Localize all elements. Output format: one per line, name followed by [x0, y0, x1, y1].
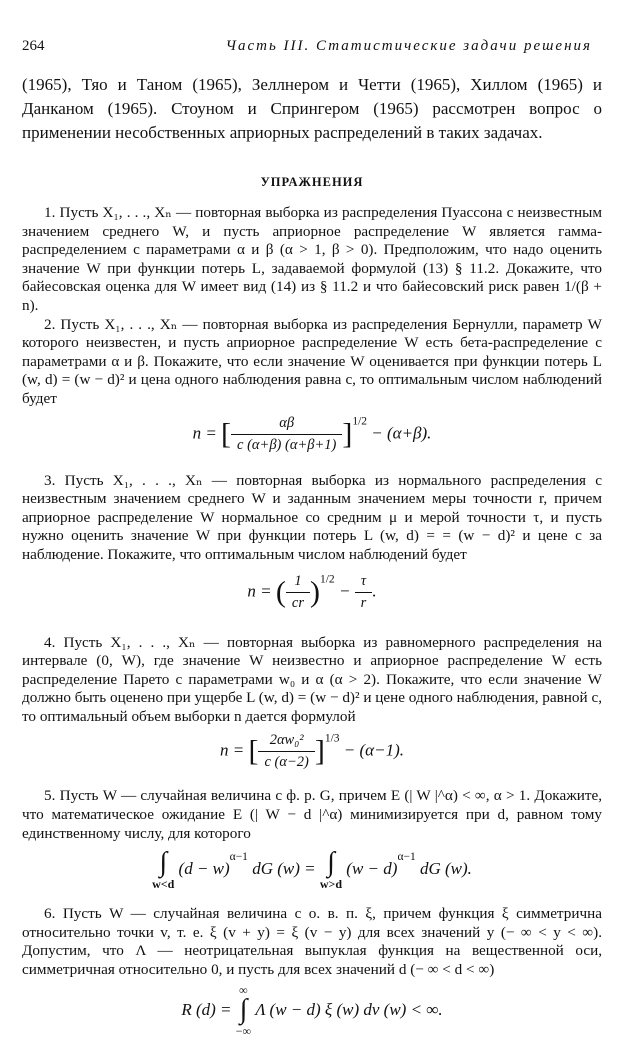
- formula-lhs: n =: [192, 422, 217, 442]
- right-paren: ): [309, 575, 320, 608]
- formula-exercise-6: [22, 984, 602, 1038]
- power-left: α−1: [229, 851, 248, 864]
- upper-limit: ∞: [239, 982, 248, 997]
- left-paren: (: [275, 575, 286, 608]
- exercise-2: 2. Пусть X₁, . . ., Xₙ — повторная выборка из распределения Бернулли, параметр W которого неизвестен, и пусть априорное распределение W есть бета-распределение с параметрами α и β. Покажите, что если значение W оценивается при функции потерь L (w, d) = (w − d)² и цена одного наблюдения равна c, то оптимальным числом наблюдений будет: [22, 315, 602, 407]
- running-title: Часть III. Статистические задачи решения: [225, 38, 592, 54]
- minus-sign: −: [338, 580, 351, 600]
- exercise-3: 3. Пусть X₁, . . ., Xₙ — повторная выборка из нормального распределения с неизвестным значением среднего W и заданным значением меры точности r, причем априорное распределение W нормальное со средним μ и мерой точности τ, и пусть нужно оценить значение W при функции потерь L (w, d) = = (w − d)² и цене c за наблюдение. Покажите, что оптимальным числом наблюдений будет: [22, 471, 602, 563]
- intro-paragraph: (1965), Тяо и Таном (1965), Зеллнером и Четти (1965), Хиллом (1965) и Данканом (1965). Стоуном и Спрингером (1965) рассмотрен вопрос о применении несобственных априорных распределений в таких задачах.: [22, 75, 602, 142]
- exponent: 1/2: [352, 414, 368, 427]
- numerator-2: τ: [355, 573, 373, 593]
- formula-exercise-4: [22, 732, 602, 771]
- denominator: c (α+β) (α+β+1): [237, 436, 337, 453]
- section-heading: УПРАЖНЕНИЯ: [260, 175, 364, 189]
- exponent: 1/3: [324, 732, 340, 745]
- integrand-right: (w − d): [346, 859, 398, 879]
- formula-end: .: [372, 580, 377, 600]
- integral-limit: w<d: [152, 877, 175, 892]
- integral-sign: ∫: [159, 847, 168, 879]
- book-page: [22, 38, 602, 1038]
- formula-exercise-5: [22, 849, 602, 891]
- right-bracket: ]: [314, 734, 325, 768]
- numerator: 1: [286, 573, 310, 593]
- formula-rest: − (α+β).: [371, 422, 432, 442]
- formula-lhs: n =: [219, 740, 245, 760]
- page-number: 264: [22, 38, 45, 54]
- right-bracket: ]: [342, 417, 353, 451]
- exercise-4: 4. Пусть X₁, . . ., Xₙ — повторная выборка из равномерного распределения на интервале (0, W), где значение W неизвестно и априорное распределение W есть распределение Парето с параметрами w₀ и α (α > 2). Покажите, что если значение W должно быть оценено при ущербе L (w, d) = (w − d)² и цене одного наблюдения, равной c, то оптимальный объем выборки n дается формулой: [22, 633, 602, 725]
- formula-lhs: R (d) =: [181, 999, 232, 1019]
- formula-exercise-3: [22, 573, 602, 612]
- formula-exercise-2: [22, 415, 602, 454]
- power-right: α−1: [397, 851, 416, 864]
- integral-sign: ∫: [239, 993, 248, 1025]
- exponent: 1/2: [319, 572, 335, 585]
- left-bracket: [: [248, 734, 259, 768]
- denominator: c (α−2): [264, 754, 309, 771]
- differential-right: dG (w).: [419, 859, 472, 879]
- fraction: [231, 415, 342, 454]
- denominator: cr: [291, 594, 304, 611]
- integrand-left: (d − w): [178, 859, 230, 879]
- lower-limit: −∞: [235, 1023, 252, 1038]
- fraction-2: [355, 573, 373, 612]
- numerator: 2αw₀²: [258, 732, 314, 752]
- fraction: [286, 573, 310, 612]
- exercise-1: 1. Пусть X₁, . . ., Xₙ — повторная выборка из распределения Пуассона с неизвестным значением среднего W, и пусть априорное распределение W является гамма-распределением с параметрами α и β (α > 1, β > 0). Предположим, что надо оценить значение W при функции потерь L, задаваемой формулой (13) § 11.2. Докажите, что байесовская оценка для W имеет вид (14) из § 11.2 и что байесовский риск равен 1/(β + n).: [22, 204, 602, 314]
- denominator-2: r: [360, 594, 367, 611]
- integral: [236, 984, 251, 1038]
- integral-limit: w>d: [319, 877, 343, 892]
- integral-right: [320, 849, 342, 891]
- integral-sign: ∫: [327, 847, 335, 879]
- formula-lhs: n =: [247, 580, 272, 600]
- running-head: [22, 38, 602, 55]
- exercise-5: 5. Пусть W — случайная величина с ф. р. G, причем E (| W |^α) < ∞, α > 1. Докажите, что математическое ожидание E (| W − d |^α) минимизируется при d, равном тому единственному числу, для которого: [22, 787, 602, 842]
- numerator: αβ: [231, 415, 342, 435]
- integrand: Λ (w − d) ξ (w) dν (w) < ∞.: [255, 999, 443, 1019]
- differential-left: dG (w) =: [252, 859, 316, 879]
- integral-left: [152, 849, 174, 891]
- left-bracket: [: [221, 417, 232, 451]
- exercise-6: 6. Пусть W — случайная величина с о. в. п. ξ, причем функция ξ симметрична относительно точки v, т. е. ξ (v + y) = ξ (v − y) для всех значений y (− ∞ < y < ∞). Допустим, что Λ — неотрицательная выпуклая функция на вещественной оси, симметричная относительно 0, и пусть для всех значений d (− ∞ < d < ∞): [22, 905, 602, 979]
- fraction: [258, 732, 314, 771]
- formula-rest: − (α−1).: [343, 740, 404, 760]
